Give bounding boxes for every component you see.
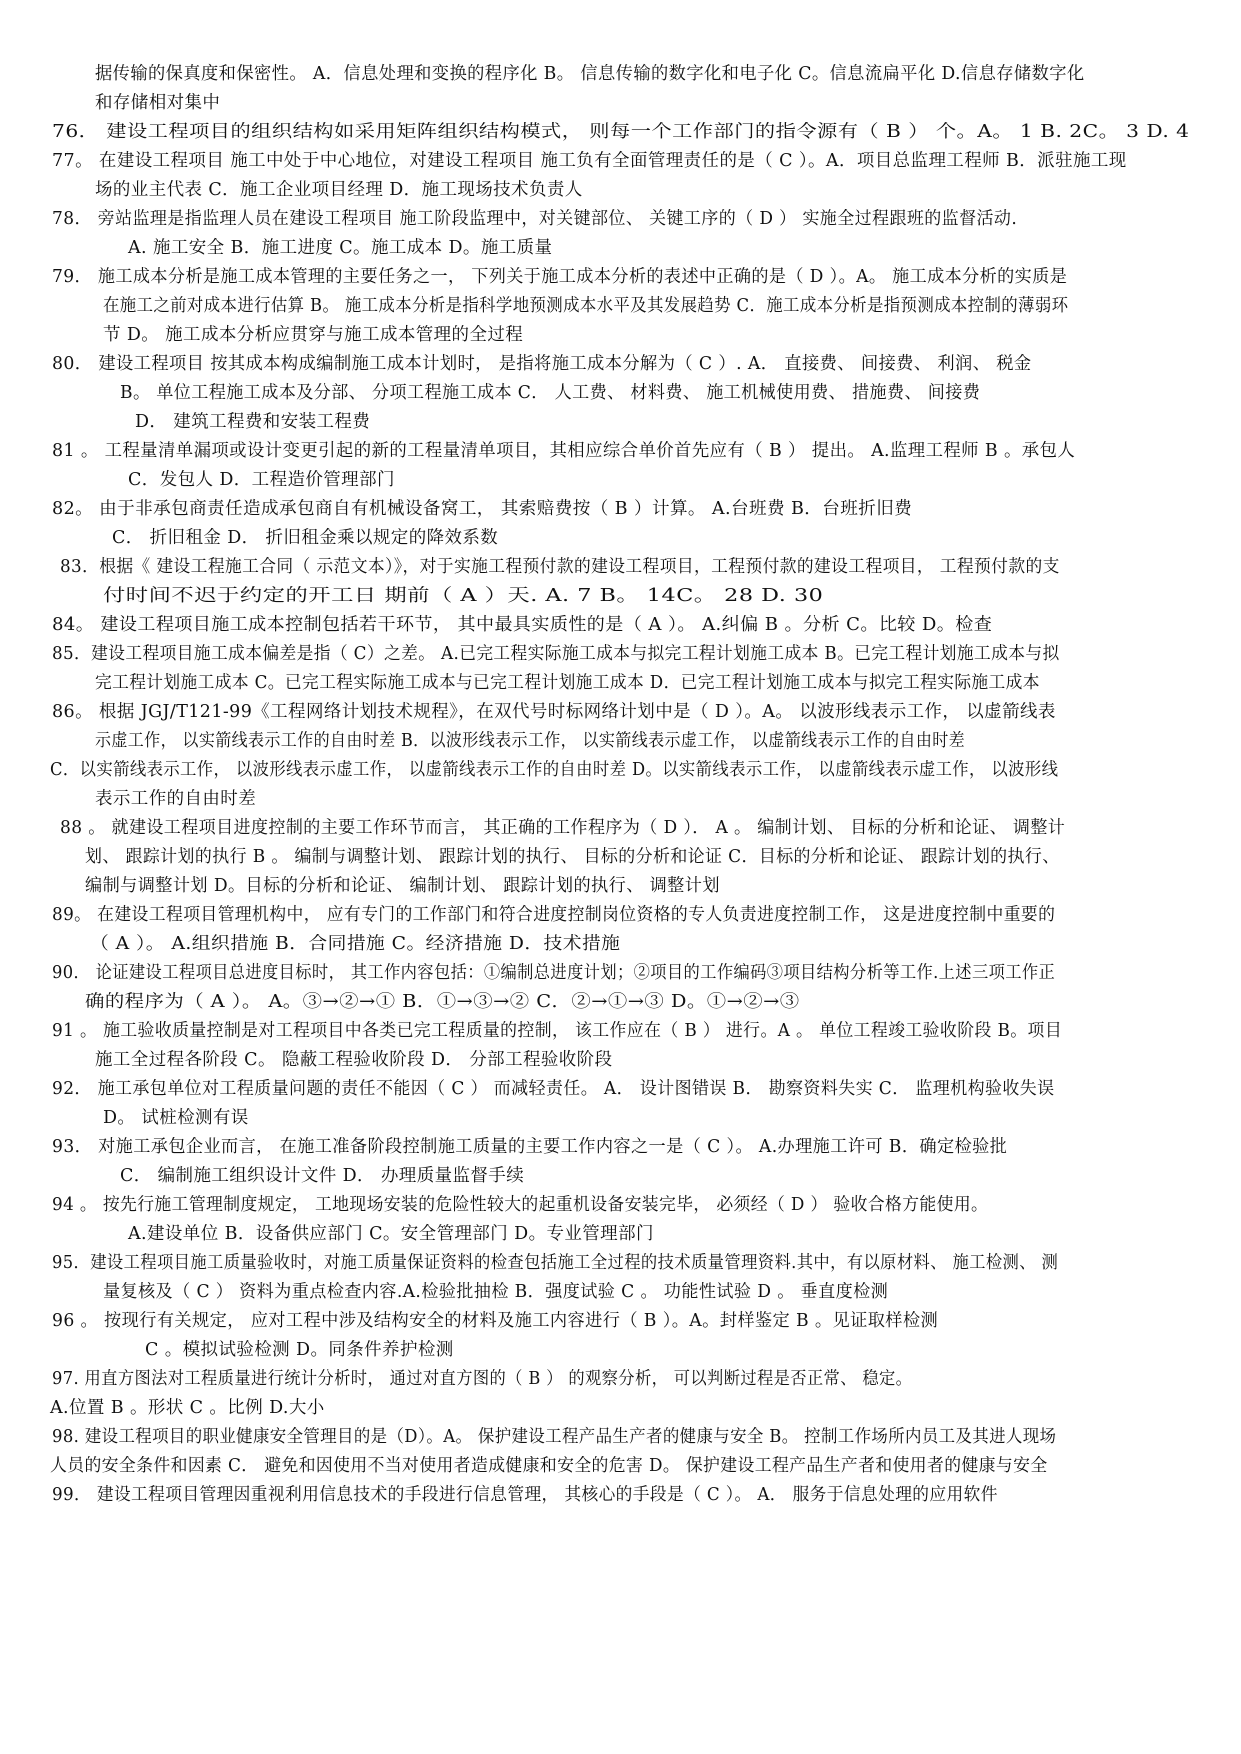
text-line: A.建设单位 B．设备供应部门 C。安全管理部门 D。专业管理部门 [128,1224,654,1244]
question-91: 91 。 施工验收质量控制是对工程项目中各类已完工程质量的控制， 该工作应在（ B ） 进行。A 。 单位工程竣工验收阶段 B。项目 [52,1021,1063,1041]
text-line: 付时间不迟于约定的开工日 期前（ A ）天. A. 7 B。 14C。 28 D. 30 [103,586,824,606]
text-line: 完工程计划施工成本 C。已完工程实际施工成本与已完工程计划施工成本 D．已完工程计划施工成本与拟完工程实际施工成本 [95,673,1040,693]
question-86: 86。 根据 JGJ/T121-99《工程网络计划技术规程》，在双代号时标网络计划中是（ D ）。A。 以波形线表示工作， 以虚箭线表 [52,702,1056,722]
text-line: 场的业主代表 C．施工企业项目经理 D．施工现场技术负责人 [95,180,583,200]
text-line: A.位置 B 。形状 C 。比例 D.大小 [50,1398,325,1418]
text-line: （ A ）。 A.组织措施 B．合同措施 C。经济措施 D．技术措施 [90,934,621,954]
text-line: A. 施工安全 B．施工进度 C。施工成本 D。施工质量 [128,238,553,258]
question-81: 81 。 工程量清单漏项或设计变更引起的新的工程量清单项目，其相应综合单价首先应有（ B ） 提出。 A.监理工程师 B 。承包人 [52,441,1076,461]
text-line: 确的程序为（ A ）。 A。③→②→① B．①→③→② C．②→①→③ D。①→②→③ [85,992,800,1012]
text-line: C． 折旧租金 D． 折旧租金乘以规定的降效系数 [112,528,499,548]
question-96: 96 。 按现行有关规定， 应对工程中涉及结构安全的材料及施工内容进行（ B ）。A。封样鉴定 B 。见证取样检测 [52,1311,939,1331]
text-line: 人员的安全条件和因素 C． 避免和因使用不当对使用者造成健康和安全的危害 D。 保护建设工程产品生产者和使用者的健康与安全 [50,1456,1048,1476]
question-90: 90． 论证建设工程项目总进度目标时， 其工作内容包括：①编制总进度计划；②项目的工作编码③项目结构分析等工作.上述三项工作正 [52,963,1056,983]
question-94: 94 。 按先行施工管理制度规定， 工地现场安装的危险性较大的起重机设备安装完毕， 必须经（ D ） 验收合格方能使用。 [52,1195,989,1215]
text-line: 节 D。 施工成本分析应贯穿与施工成本管理的全过程 [103,325,524,345]
question-85: 85．建设工程项目施工成本偏差是指（ C）之差。 A.已完工程实际施工成本与拟完工程计划施工成本 B。已完工程计划施工成本与拟 [52,644,1060,664]
question-76: 76． 建设工程项目的组织结构如采用矩阵组织结构模式， 则每一个工作部门的指令源有（ B ） 个。A。 1 B. 2C。 3 D. 4 [52,122,1190,142]
text-line: C． 编制施工组织设计文件 D． 办理质量监督手续 [120,1166,525,1186]
text-line: 据传输的保真度和保密性。 A．信息处理和变换的程序化 B。 信息传输的数字化和电子化 C。信息流扁平化 D.信息存储数字化 [95,64,1085,84]
text-line: 示虚工作， 以实箭线表示工作的自由时差 B．以波形线表示工作， 以实箭线表示虚工作， 以虚箭线表示工作的自由时差 [95,731,966,751]
question-79: 79． 施工成本分析是施工成本管理的主要任务之一， 下列关于施工成本分析的表述中正确的是（ D ）。A。 施工成本分析的实质是 [52,267,1068,287]
text-line: 表示工作的自由时差 [95,789,257,809]
text-line: 施工全过程各阶段 C。 隐蔽工程验收阶段 D． 分部工程验收阶段 [95,1050,613,1070]
question-84: 84。 建设工程项目施工成本控制包括若干环节， 其中最具实质性的是（ A ）。 A.纠偏 B 。分析 C。比较 D。检查 [52,615,993,635]
question-98: 98. 建设工程项目的职业健康安全管理目的是（D）。A。 保护建设工程产品生产者的健康与安全 B。 控制工作场所内员工及其进人现场 [52,1427,1057,1447]
question-95: 95．建设工程项目施工质量验收时，对施工质量保证资料的检查包括施工全过程的技术质量管理资料.其中，有以原材料、 施工检测、 测 [52,1253,1059,1273]
text-line: 划、 跟踪计划的执行 B 。 编制与调整计划、 跟踪计划的执行、 目标的分析和论证 C．目标的分析和论证、 跟踪计划的执行、 [85,847,1060,867]
text-line: D． 建筑工程费和安装工程费 [135,412,371,432]
text-line: 编制与调整计划 D。目标的分析和论证、 编制计划、 跟踪计划的执行、 调整计划 [85,876,720,896]
question-88: 88 。 就建设工程项目进度控制的主要工作环节而言， 其正确的工作程序为（ D ）． A 。 编制计划、 目标的分析和论证、 调整计 [60,818,1066,838]
text-line: 量复核及（ C ） 资料为重点检查内容.A.检验批抽检 B．强度试验 C 。 功能性试验 D 。 垂直度检测 [103,1282,889,1302]
question-93: 93． 对施工承包企业而言， 在施工准备阶段控制施工质量的主要工作内容之一是（ C ）。 A.办理施工许可 B．确定检验批 [52,1137,1008,1157]
question-97: 97. 用直方图法对工程质量进行统计分析时， 通过对直方图的（ B ） 的观察分析， 可以判断过程是否正常、 稳定。 [52,1369,913,1389]
text-line: C．发包人 D．工程造价管理部门 [128,470,395,490]
question-80: 80． 建设工程项目 按其成本构成编制施工成本计划时， 是指将施工成本分解为（ C ）. A． 直接费、 间接费、 利润、 税金 [52,354,1032,374]
question-99: 99． 建设工程项目管理因重视利用信息技术的手段进行信息管理， 其核心的手段是（ C ）。 A． 服务于信息处理的应用软件 [52,1485,998,1505]
text-line: 和存储相对集中 [95,93,221,113]
text-line: C．以实箭线表示工作， 以波形线表示虚工作， 以虚箭线表示工作的自由时差 D。以实箭线表示工作， 以虚箭线表示虚工作， 以波形线 [50,760,1059,780]
question-83: 83．根据《 建设工程施工合同（ 示范文本）》，对于实施工程预付款的建设工程项目，工程预付款的建设工程项目， 工程预付款的支 [60,557,1060,577]
text-line: 在施工之前对成本进行估算 B。 施工成本分析是指科学地预测成本水平及其发展趋势 C．施工成本分析是指预测成本控制的薄弱环 [103,296,1069,316]
question-77: 77。 在建设工程项目 施工中处于中心地位，对建设工程项目 施工负有全面管理责任的是（ C ）。A．项目总监理工程师 B．派驻施工现 [52,151,1127,171]
question-78: 78． 旁站监理是指监理人员在建设工程项目 施工阶段监理中，对关键部位、 关键工序的（ D ） 实施全过程跟班的监督活动. [52,209,1018,229]
question-82: 82。 由于非承包商责任造成承包商自有机械设备窝工， 其索赔费按（ B ）计算。 A.台班费 B．台班折旧费 [52,499,913,519]
question-92: 92． 施工承包单位对工程质量问题的责任不能因（ C ） 而减轻责任。 A． 设计图错误 B． 勘察资料失实 C． 监理机构验收失误 [52,1079,1055,1099]
question-89: 89。 在建设工程项目管理机构中， 应有专门的工作部门和符合进度控制岗位资格的专人负责进度控制工作， 这是进度控制中重要的 [52,905,1056,925]
text-line: C 。模拟试验检测 D。同条件养护检测 [145,1340,454,1360]
text-line: B。 单位工程施工成本及分部、 分项工程施工成本 C． 人工费、 材料费、 施工机械使用费、 措施费、 间接费 [120,383,981,403]
text-line: D。 试桩检测有误 [103,1108,249,1128]
